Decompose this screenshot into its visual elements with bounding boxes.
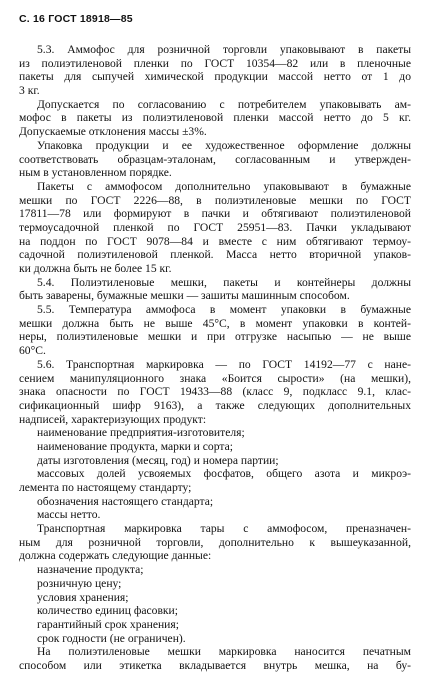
text-line: соответствовать образцам-эталонам, согласованным и утвержден- xyxy=(19,152,411,166)
paragraph xyxy=(19,276,411,303)
text-line: Допускаемые отклонения массы ±3%. xyxy=(19,125,207,139)
paragraph xyxy=(19,440,411,454)
text-line: мофос в пакеты из полиэтиленовой пленки массой нетто до 5 кг. xyxy=(19,111,411,125)
paragraph xyxy=(19,426,411,440)
text-line: термоусадочной пленкой по ГОСТ 25951—83. Пачки укладывают xyxy=(19,220,411,234)
paragraph xyxy=(19,303,411,358)
text-line: способом или этикетка вкладывается внутрь мешка, на бу- xyxy=(19,658,411,672)
text-line: даты изготовления (месяц, год) и номера партии; xyxy=(37,453,279,467)
text-line: назначение продукта; xyxy=(37,563,144,577)
text-line: мешки по ГОСТ 2226—88, в полиэтиленовые мешки по ГОСТ xyxy=(19,193,411,207)
paragraph xyxy=(19,508,411,522)
text-line: сификационный шифр 9163), а также следующих дополнительных xyxy=(19,398,411,412)
paragraph xyxy=(19,632,411,646)
paragraph xyxy=(19,139,411,180)
text-line: Допускается по согласованию с потребителем упаковывать ам- xyxy=(37,97,411,111)
text-line: сением манипуляционного знака «Боится сырости» (на мешки), xyxy=(19,371,411,385)
text-line: 60°С. xyxy=(19,344,46,358)
text-line: из полиэтиленовой пленки по ГОСТ 10354—82 или в пленочные xyxy=(19,56,411,70)
text-line: 3 кг. xyxy=(19,84,40,98)
text-line: 5.6. Транспортная маркировка — по ГОСТ 14192—77 с нане- xyxy=(37,357,411,371)
text-line: обозначения настоящего стандарта; xyxy=(37,494,214,508)
text-line: пакеты для сыпучей химической продукции массой нетто от 1 до xyxy=(19,70,411,84)
text-line: Пакеты с аммофосом дополнительно упаковывают в бумажные xyxy=(37,179,411,193)
paragraph xyxy=(19,454,411,468)
text-line: количество единиц фасовки; xyxy=(37,604,178,618)
text-line: На полиэтиленовые мешки маркировка наносится печатным xyxy=(37,645,411,659)
text-line: 5.3. Аммофос для розничной торговли упаковывают в пакеты xyxy=(37,43,411,56)
paragraph xyxy=(19,577,411,591)
paragraph xyxy=(19,98,411,139)
page-header: С. 16 ГОСТ 18918—85 xyxy=(19,13,133,25)
text-line: надписей, характеризующих продукт: xyxy=(19,412,207,426)
text-line: ным в установленном порядке. xyxy=(19,166,172,180)
text-line: массовых долей усвояемых фосфатов, общего азота и микроэ- xyxy=(37,467,411,481)
text-line: ки должна быть не более 15 кг. xyxy=(19,262,172,275)
text-line: лемента по настоящему стандарту; xyxy=(19,481,192,494)
paragraph xyxy=(19,522,411,563)
text-line: массы нетто. xyxy=(37,508,101,522)
paragraph xyxy=(19,618,411,632)
text-line: Транспортная маркировка тары с аммофосом, преназначен- xyxy=(37,522,411,536)
paragraph xyxy=(19,645,411,672)
text-line: 5.4. Полиэтиленовые мешки, пакеты и контейнеры должны xyxy=(37,275,411,289)
text-line: наименование продукта, марки и сорта; xyxy=(37,439,233,453)
text-line: 17811—78 или формируют в пачки и обтягивают полиэтиленовой xyxy=(19,207,411,221)
paragraph xyxy=(19,591,411,605)
paragraph xyxy=(19,495,411,509)
text-line: условия хранения; xyxy=(37,590,129,604)
paragraph xyxy=(19,604,411,618)
paragraph xyxy=(19,43,411,98)
text-line: 5.5. Температура аммофоса в момент упаковки в бумажные xyxy=(37,303,411,317)
text-line: розничную цену; xyxy=(37,576,122,590)
paragraph xyxy=(19,358,411,426)
document-body xyxy=(19,43,411,673)
text-line: быть заварены, бумажные мешки — зашиты машинным способом. xyxy=(19,289,350,303)
paragraph xyxy=(19,563,411,577)
text-line: знака опасности по ГОСТ 19433—88 (класс 9, подкласс 9.1, клас- xyxy=(19,385,411,399)
text-line: на поддон по ГОСТ 9078—84 и вместе с ним обтягивают термоу- xyxy=(19,234,411,248)
text-line: Упаковка продукции и ее художественное оформление должны xyxy=(37,138,411,152)
text-line: должна содержать следующие данные: xyxy=(19,549,212,563)
paragraph xyxy=(19,467,411,494)
text-line: мешки должна быть не выше 45°С, в момент упаковки в контей- xyxy=(19,316,411,330)
text-line: гарантийный срок хранения; xyxy=(37,617,179,631)
text-line: ным для розничной торговли, дополнительно к вышеуказанной, xyxy=(19,535,411,549)
text-line: неры, полиэтиленовые мешки и при отгрузке насыпью — не выше xyxy=(19,330,411,344)
text-line: срок годности (не ограничен). xyxy=(37,631,186,645)
text-line: садочной полиэтиленовой пленкой. Масса нетто вторичной упаков- xyxy=(19,248,411,262)
text-line: наименование предприятия-изготовителя; xyxy=(37,426,245,440)
paragraph xyxy=(19,180,411,276)
